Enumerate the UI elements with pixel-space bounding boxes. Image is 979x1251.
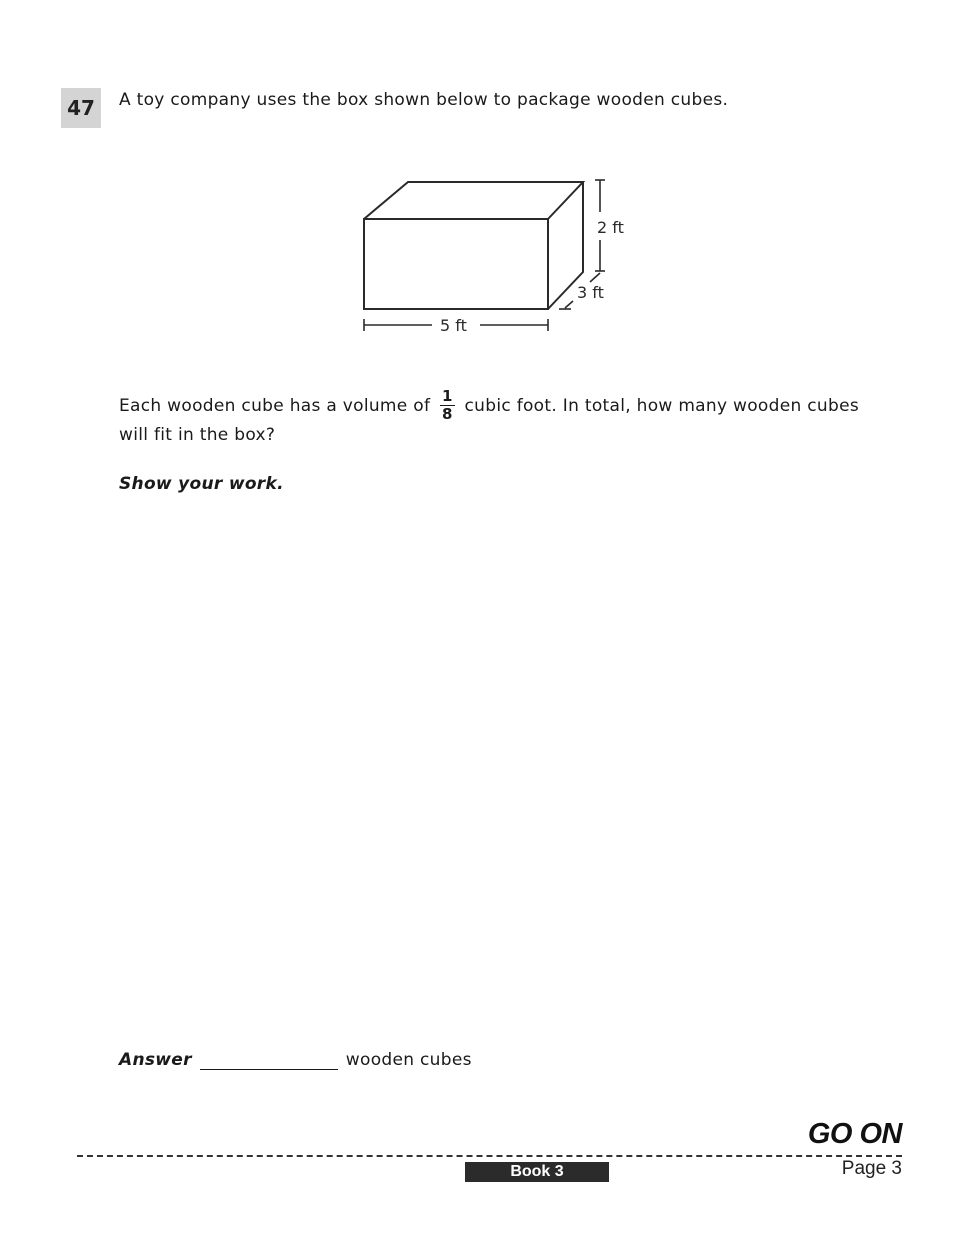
show-work-instruction: Show your work. — [119, 474, 284, 494]
book-tag: Book 3 — [465, 1162, 609, 1182]
footer-dashed-divider — [77, 1155, 902, 1157]
box-figure — [340, 165, 660, 349]
question-body — [119, 389, 859, 448]
fraction-denominator: 8 — [442, 405, 453, 423]
answer-blank-line[interactable] — [200, 1049, 338, 1070]
answer-row — [119, 1049, 472, 1070]
box-top-face — [364, 182, 583, 219]
answer-label: Answer — [119, 1050, 192, 1070]
question-line-1 — [119, 389, 859, 422]
fraction-one-eighth — [440, 389, 455, 422]
page-number: Page 3 — [841, 1158, 902, 1179]
box-front-face — [364, 219, 548, 309]
question-number: 47 — [61, 88, 101, 128]
length-label: 5 ft — [440, 316, 467, 335]
depth-label: 3 ft — [577, 283, 604, 302]
fraction-numerator: 1 — [442, 387, 453, 405]
question-line-2: will fit in the box? — [119, 425, 276, 445]
depth-line-upper — [590, 273, 600, 282]
question-text-after-fraction: cubic foot. In total, how many wooden cubes — [464, 395, 859, 416]
rectangular-prism-diagram — [340, 165, 660, 345]
question-intro: A toy company uses the box shown below to package wooden cubes. — [119, 90, 729, 110]
depth-line-lower — [565, 301, 573, 308]
height-label: 2 ft — [597, 218, 624, 237]
question-text-before-fraction: Each wooden cube has a volume of — [119, 395, 431, 416]
answer-unit: wooden cubes — [345, 1050, 472, 1070]
go-on-label: GO ON — [807, 1118, 902, 1150]
